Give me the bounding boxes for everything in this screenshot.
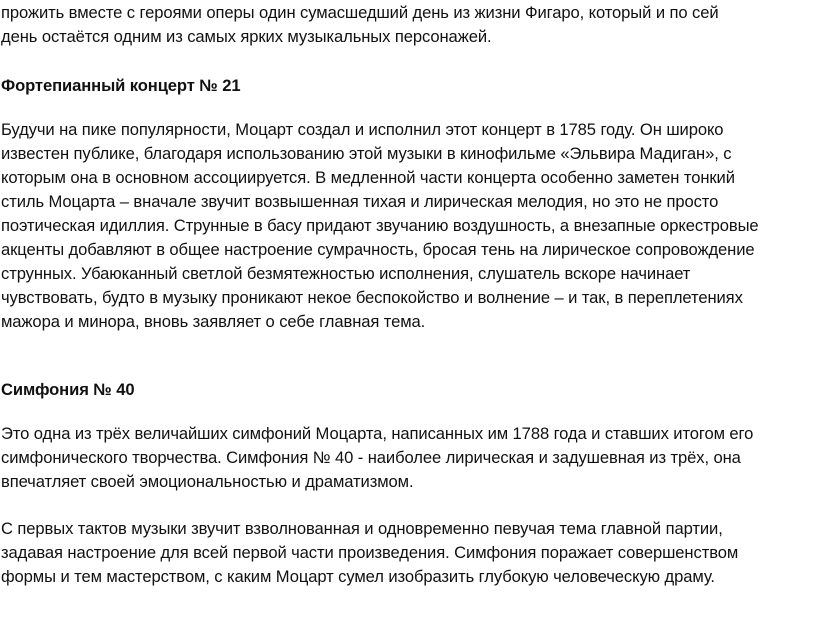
section-heading-piano-concerto: Фортепианный концерт № 21 [1, 76, 241, 95]
intro-paragraph [1, 1, 813, 49]
text-line: день остаётся одним из самых ярких музыкальных персонажей. [1, 27, 492, 46]
text-line: которым она в основном ассоциируется. В медленной части концерта особенно заметен тонкий [1, 168, 735, 187]
text-line: С первых тактов музыки звучит взволнованная и одновременно певучая тема главной партии, [1, 519, 723, 538]
text-line: Это одна из трёх величайших симфоний Моцарта, написанных им 1788 года и ставших итогом его [1, 424, 754, 443]
text-line: задавая настроение для всей первой части произведения. Симфония поражает совершенством [1, 543, 739, 562]
text-line: поэтическая идиллия. Струнные в басу придают звучанию воздушность, а внезапные оркестровые [1, 216, 759, 235]
piano-concerto-paragraph [1, 118, 813, 334]
text-line: чувствовать, будто в музыку проникают некое беспокойство и волнение – и так, в переплетениях [1, 288, 743, 307]
text-line: известен публике, благодаря использованию этой музыки в кинофильме «Эльвира Мадиган», с [1, 144, 732, 163]
text-line: формы и тем мастерством, с каким Моцарт сумел изобразить глубокую человеческую драму. [1, 567, 715, 586]
text-line: мажора и минора, вновь заявляет о себе главная тема. [1, 312, 426, 331]
text-line: Будучи на пике популярности, Моцарт создал и исполнил этот концерт в 1785 году. Он широко [1, 120, 724, 139]
text-line: симфонического творчества. Симфония № 40 - наиболее лирическая и задушевная из трёх, она [1, 448, 741, 467]
text-line: впечатляет своей эмоциональностью и драматизмом. [1, 472, 414, 491]
text-line: стиль Моцарта – вначале звучит возвышенная тихая и лирическая мелодия, но это не просто [1, 192, 719, 211]
section-heading-symphony-40: Симфония № 40 [1, 380, 135, 399]
text-line: акценты добавляют в общее настроение сумрачность, бросая тень на лирическое сопровождение [1, 240, 755, 259]
text-line: прожить вместе с героями оперы один сумасшедший день из жизни Фигаро, который и по сей [1, 3, 719, 22]
symphony-paragraph-2 [1, 517, 813, 589]
text-line: струнных. Убаюканный светлой безмятежностью исполнения, слушатель вскоре начинает [1, 264, 691, 283]
symphony-paragraph-1 [1, 422, 813, 494]
